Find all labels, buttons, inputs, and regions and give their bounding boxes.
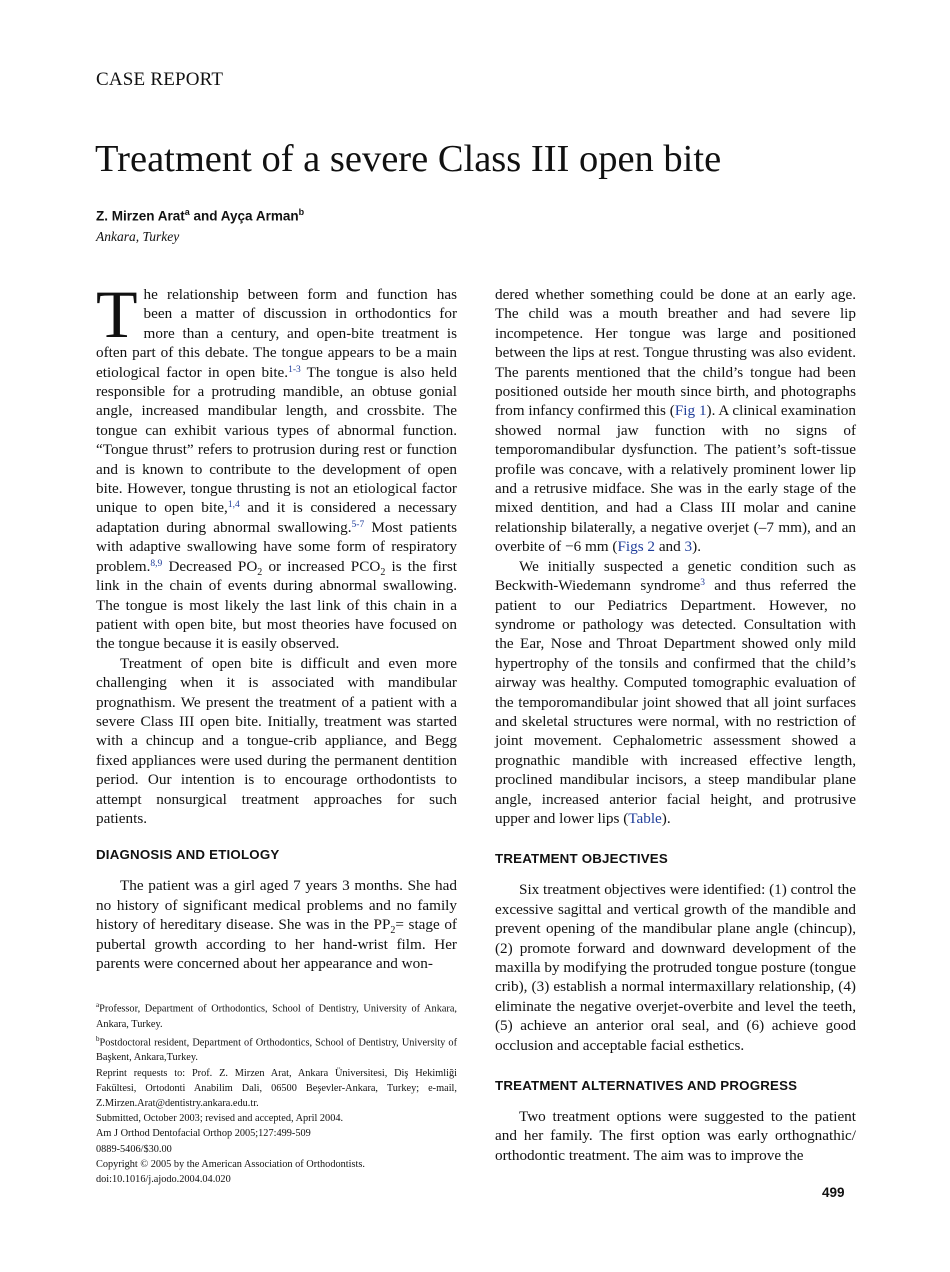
copyright-note: Copyright © 2005 by the American Association of Orthodontists. xyxy=(96,1158,365,1170)
heading-alternatives: TREATMENT ALTERNATIVES AND PROGRESS xyxy=(495,1078,798,1094)
doi[interactable]: doi:10.1016/j.ajodo.2004.04.020 xyxy=(96,1174,231,1186)
objectives-paragraph: Six treatment objectives were identified: (1) control the excessive sagittal and vertical growth of the mandible and prevent opening of the mandibular plane angle (chincup), (2) promote forward and downward development of the maxilla by modifying the protruded tongue posture (tongue crib), (3) establish a normal intermaxillary relationship, (4) eliminate the negative overjet-overbite and level the teeth, (5) achieve an anterior oral seal, and (6) achieve good occlusion and acceptable facial esthetics. xyxy=(495,881,856,1054)
subscript-pco2: 2 xyxy=(380,566,386,578)
issn-price: 0889-5406/$30.00 xyxy=(96,1143,172,1155)
ref-8-9[interactable]: 8,9 xyxy=(150,558,163,569)
journal-citation: Am J Orthod Dentofacial Orthop 2005;127:499-509 xyxy=(96,1128,311,1140)
author-line xyxy=(96,207,304,224)
author-1-mark: a xyxy=(184,207,190,217)
intro-text-a: he relationship between form and function has been a matter of discussion in orthodontics for more than a century, and open-bite treatment is often part of this debate. The tongue appears to be a main etiological factor in open bite. xyxy=(96,286,457,381)
article-title: Treatment of a severe Class III open bite xyxy=(95,138,722,180)
footnotes xyxy=(96,998,457,1187)
figs-2-link[interactable]: Figs 2 xyxy=(617,538,656,556)
right-text-e: and thus referred the patient to our Pediatrics Department. However, no syndrome or pathology was detected. Consultation with the Ear, Nose and Throat Department showed only mild hypertrophy of the tonsils and confirmed that the child’s airway was healthy. Computed tomographic evaluation of the temporomandibular joint showed that all joint surfaces and skeletal structures were normal, with no restriction of joint movement. Cephalometric assessment showed a prognathic mandible with increased effective length, proclined mandibular incisors, a steep mandibular plane angle, increased anterior facial height, and protrusive upper and lower lips ( xyxy=(495,577,856,827)
right-text-d: We initially suspected a genetic condition such as Beckwith-Wiedemann syndrome xyxy=(495,557,856,595)
intro-text-d: Most patients with adaptive swallowing have some form of respiratory problem. xyxy=(96,518,457,575)
alternatives-paragraph: Two treatment options were suggested to the patient and her family. The first option was early orthognathic/ orthodontic treatment. The aim was to improve the xyxy=(495,1108,856,1164)
section-label: CASE REPORT xyxy=(96,69,224,90)
submitted-note: Submitted, October 2003; revised and accepted, April 2004. xyxy=(96,1113,344,1125)
page-number: 499 xyxy=(822,1185,845,1200)
footnote-b-text: Postdoctoral resident, Department of Orthodontics, School of Dentistry, University of Başkent, Ankara,Turkey. xyxy=(96,1037,457,1064)
heading-diagnosis: DIAGNOSIS AND ETIOLOGY xyxy=(96,847,280,863)
fig-3-link[interactable]: 3 xyxy=(684,538,693,556)
intro-text-c: and it is considered a necessary adaptation during abnormal swallowing. xyxy=(96,499,457,536)
diagnosis-text-a: The patient was a girl aged 7 years 3 months. She had no history of significant medical problems and no family history of hereditary disease. She was in the PP xyxy=(96,877,457,934)
right-text-and: and xyxy=(655,538,685,556)
author-1: Z. Mirzen Arat xyxy=(96,208,185,224)
intro-text-f: or increased PCO xyxy=(262,557,381,575)
ref-1-3[interactable]: 1-3 xyxy=(288,364,301,375)
intro-paragraph xyxy=(96,276,457,654)
diagnosis-text-b: = stage of pubertal growth according to her hand-wrist film. Her parents were concerned about her appearance and won- xyxy=(96,916,457,972)
right-text-b: ). A clinical examination showed normal jaw function with no signs of temporomandibular dysfunction. The patient’s soft-tissue profile was concave, with a relatively prominent lower lip and a retrusive midface. She was in the early stage of the mixed dentition, and had a Class III molar and canine relationship bilaterally, a negative overjet (–7 mm), and an overbite of −6 mm ( xyxy=(495,402,856,556)
author-location: Ankara, Turkey xyxy=(96,229,180,244)
diagnosis-paragraph xyxy=(96,876,457,973)
ref-5-7[interactable]: 5-7 xyxy=(351,519,365,530)
right-paragraph-2 xyxy=(495,557,856,829)
right-text-c: ). xyxy=(692,538,701,556)
subscript-po2: 2 xyxy=(257,566,263,578)
author-2-mark: b xyxy=(298,207,305,217)
author-conj: and xyxy=(189,208,221,224)
table-link[interactable]: Table xyxy=(628,809,662,827)
right-text-f: ). xyxy=(661,809,671,827)
intro-text-b: The tongue is also held responsible for a protruding mandible, an obtuse gonial angle, increased mandibular length, and crossbite. The tongue can exhibit various types of abnormal function. “Tongue thrust” refers to protrusion during rest or function and is known to contribute to the development of open bite. However, tongue thrusting is not an etiological factor unique to open bite, xyxy=(96,363,457,517)
right-paragraph-1 xyxy=(495,285,856,557)
footnote-a-mark: a xyxy=(96,1001,100,1009)
footnote-a-text: Professor, Department of Orthodontics, School of Dentistry, University of Ankara, Ankara, Turkey. xyxy=(96,1003,457,1030)
ref-3[interactable]: 3 xyxy=(700,578,705,589)
footnote-a xyxy=(96,998,457,1032)
footnote-b-mark: b xyxy=(96,1034,100,1043)
author-2: Ayça Arman xyxy=(220,208,299,224)
intro-text-e: Decreased PO xyxy=(162,557,258,575)
right-text-a: dered whether something could be done at an early age. The child was a mouth breather and had severe lip incompetence. Her tongue was large and positioned between the lips at rest. Tongue thrusting was also evident. The parents mentioned that the child’s tongue had been positioned outside her mouth since birth, and photographs from infancy confirmed this ( xyxy=(495,286,856,420)
left-column xyxy=(96,276,457,973)
right-column xyxy=(495,285,856,1165)
paragraph-2: Treatment of open bite is difficult and even more challenging when it is associated with mandibular prognathism. We present the treatment of a patient with a severe Class III open bite. Initially, treatment was started with a chincup and a tongue-crib appliance, and Begg fixed appliances were used during the permanent dentition period. Our intention is to encourage orthodontists to attempt nonsurgical treatment approaches for such patients. xyxy=(96,654,457,827)
intro-text-g: is the first link in the chain of events during abnormal swallowing. The tongue is most likely the last link of this chain in a patient with open bite, but most theories have focused on the tongue because it is easily observed. xyxy=(96,557,457,653)
subscript-pp2: 2 xyxy=(390,925,396,937)
fig-1-link[interactable]: Fig 1 xyxy=(674,402,707,420)
drop-cap: T xyxy=(96,276,138,352)
footnote-b xyxy=(96,1032,457,1066)
reprint-requests: Reprint requests to: Prof. Z. Mirzen Arat, Ankara Üniversitesi, Diş Hekimliği Fakültesi, Ortodonti Anabilim Dali, 06500 Beşevler-Ankara, Turkey; e-mail, Z.Mirzen.Arat@dentistry.ankara.edu.tr. xyxy=(96,1067,457,1110)
heading-objectives: TREATMENT OBJECTIVES xyxy=(495,851,668,867)
ref-1-4[interactable]: 1,4 xyxy=(227,500,240,511)
